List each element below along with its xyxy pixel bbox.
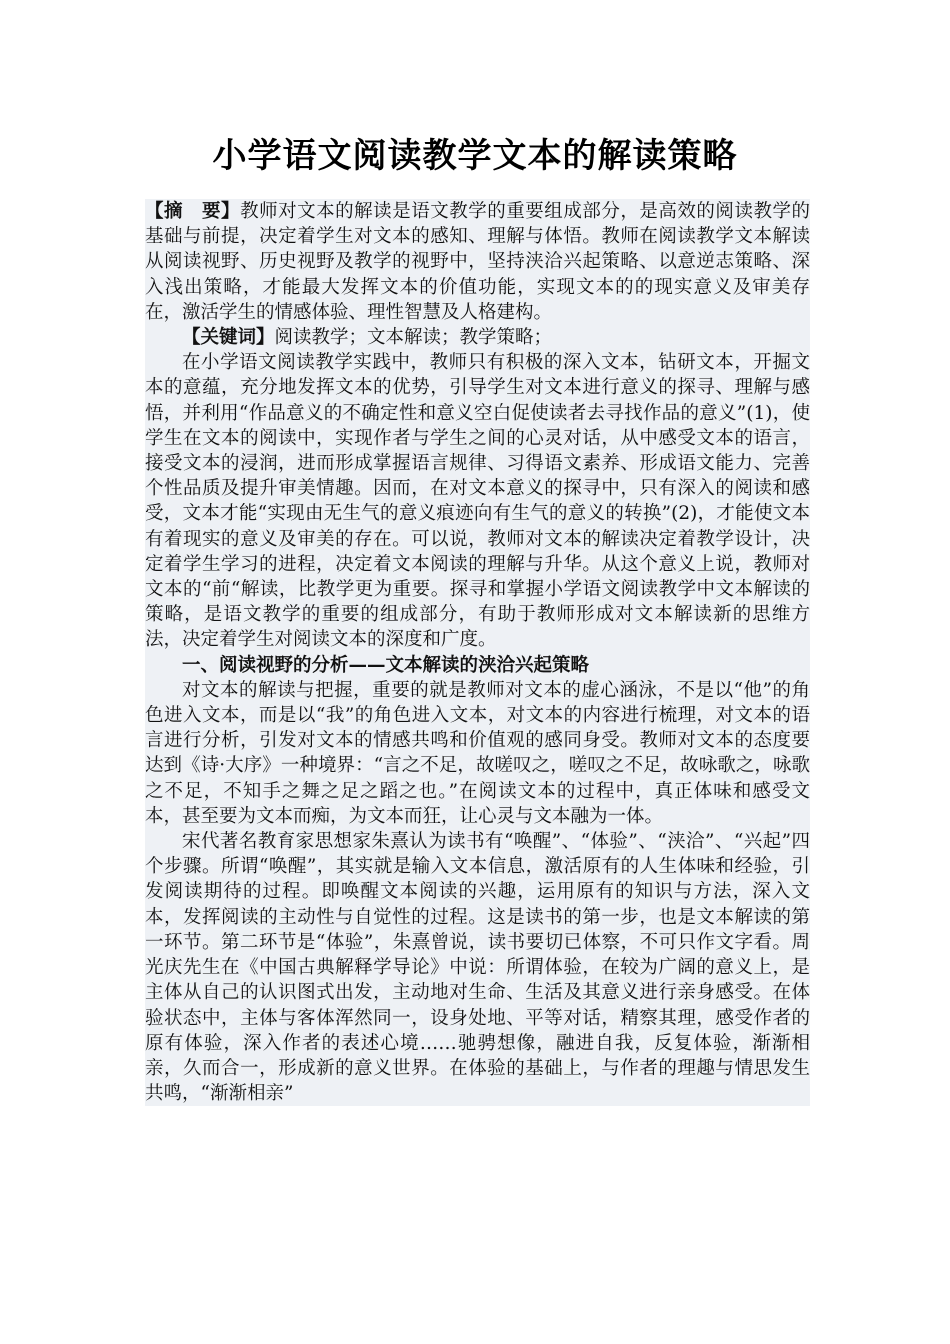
abstract-paragraph (145, 199, 810, 325)
intro-paragraph: 在小学语文阅读教学实践中，教师只有积极的深入文本，钻研文本，开掘文本的意蕴，充分地发挥文本的优势，引导学生对文本进行意义的探寻、理解与感悟，并利用“作品意义的不确定性和意义空白促使读者去寻找作品的意义”(1)，使学生在文本的阅读中，实现作者与学生之间的心灵对话，从中感受文本的语言，接受文本的浸润，进而形成掌握语言规律、习得语文素养、形成语文能力、完善个性品质及提升审美情趣。因而，在对文本意义的探寻中，只有深入的阅读和感受，文本才能“实现由无生气的意义痕迹向有生气的意义的转换”(2)，才能使文本有着现实的意义及审美的存在。可以说，教师对文本的解读决定着教学设计，决定着学生学习的进程，决定着文本阅读的理解与升华。从这个意义上说，教师对文本的“前“解读，比教学更为重要。探寻和掌握小学语文阅读教学中文本解读的策略，是语文教学的重要的组成部分，有助于教师形成对文本解读新的思维方法，决定着学生对阅读文本的深度和广度。 (145, 350, 810, 652)
abstract-label: 【摘 要】 (145, 201, 241, 222)
abstract-text: 教师对文本的解读是语文教学的重要组成部分，是高效的阅读教学的基础与前提，决定着学生对文本的感知、理解与体悟。教师在阅读教学文本解读从阅读视野、历史视野及教学的视野中，坚持浃洽兴起策略、以意逆志策略、深入浅出策略，才能最大发挥文本的价值功能，实现文本的的现实意义及审美存在，激活学生的情感体验、理性智慧及人格建构。 (145, 201, 810, 323)
keywords-text: 阅读教学；文本解读；教学策略； (274, 327, 553, 349)
section1-paragraph-2: 宋代著名教育家思想家朱熹认为读书有“唤醒”、“体验”、“浃洽”、“兴起”四个步骤。所谓“唤醒”，其实就是输入文本信息，激活原有的人生体味和经验，引发阅读期待的过程。即唤醒文本阅读的兴趣，运用原有的知识与方法，深入文本，发挥阅读的主动性与自觉性的过程。这是读书的第一步，也是文本解读的第一环节。第二环节是“体验”，朱熹曾说，读书要切已体察，不可只作文字看。周光庆先生在《中国古典解释学导论》中说：所谓体验，在较为广阔的意义上，是主体从自己的认识图式出发，主动地对生命、生活及其意义进行亲身感受。在体验状态中，主体与客体浑然同一，设身处地、平等对话，精察其理，感受作者的原有体验，深入作者的表述心境……驰骋想像，融进自我，反复体验，渐渐相亲，久而合一，形成新的意义世界。在体验的基础上，与作者的理趣与情思发生共鸣，“渐渐相亲” (145, 829, 810, 1106)
document-title: 小学语文阅读教学文本的解读策略 (212, 136, 738, 176)
section1-paragraph-1: 对文本的解读与把握，重要的就是教师对文本的虚心涵泳，不是以“他”的角色进入文本，而是以“我”的角色进入文本，对文本的内容进行梳理，对文本的语言进行分析，引发对文本的情感共鸣和价值观的感同身受。教师对文本的态度要达到《诗·大序》一种境界：“言之不足，故嗟叹之，嗟叹之不足，故咏歌之，咏歌之不足，不知手之舞之足之蹈之也。”在阅读文本的过程中，真正体味和感受文本，甚至要为文本而痴，为文本而狂，让心灵与文本融为一体。 (145, 678, 810, 829)
document-body (145, 199, 810, 1106)
keywords-paragraph (145, 325, 810, 350)
section-heading-1: 一、阅读视野的分析——文本解读的浃洽兴起策略 (145, 653, 810, 678)
keywords-label: 【关键词】 (182, 327, 275, 349)
